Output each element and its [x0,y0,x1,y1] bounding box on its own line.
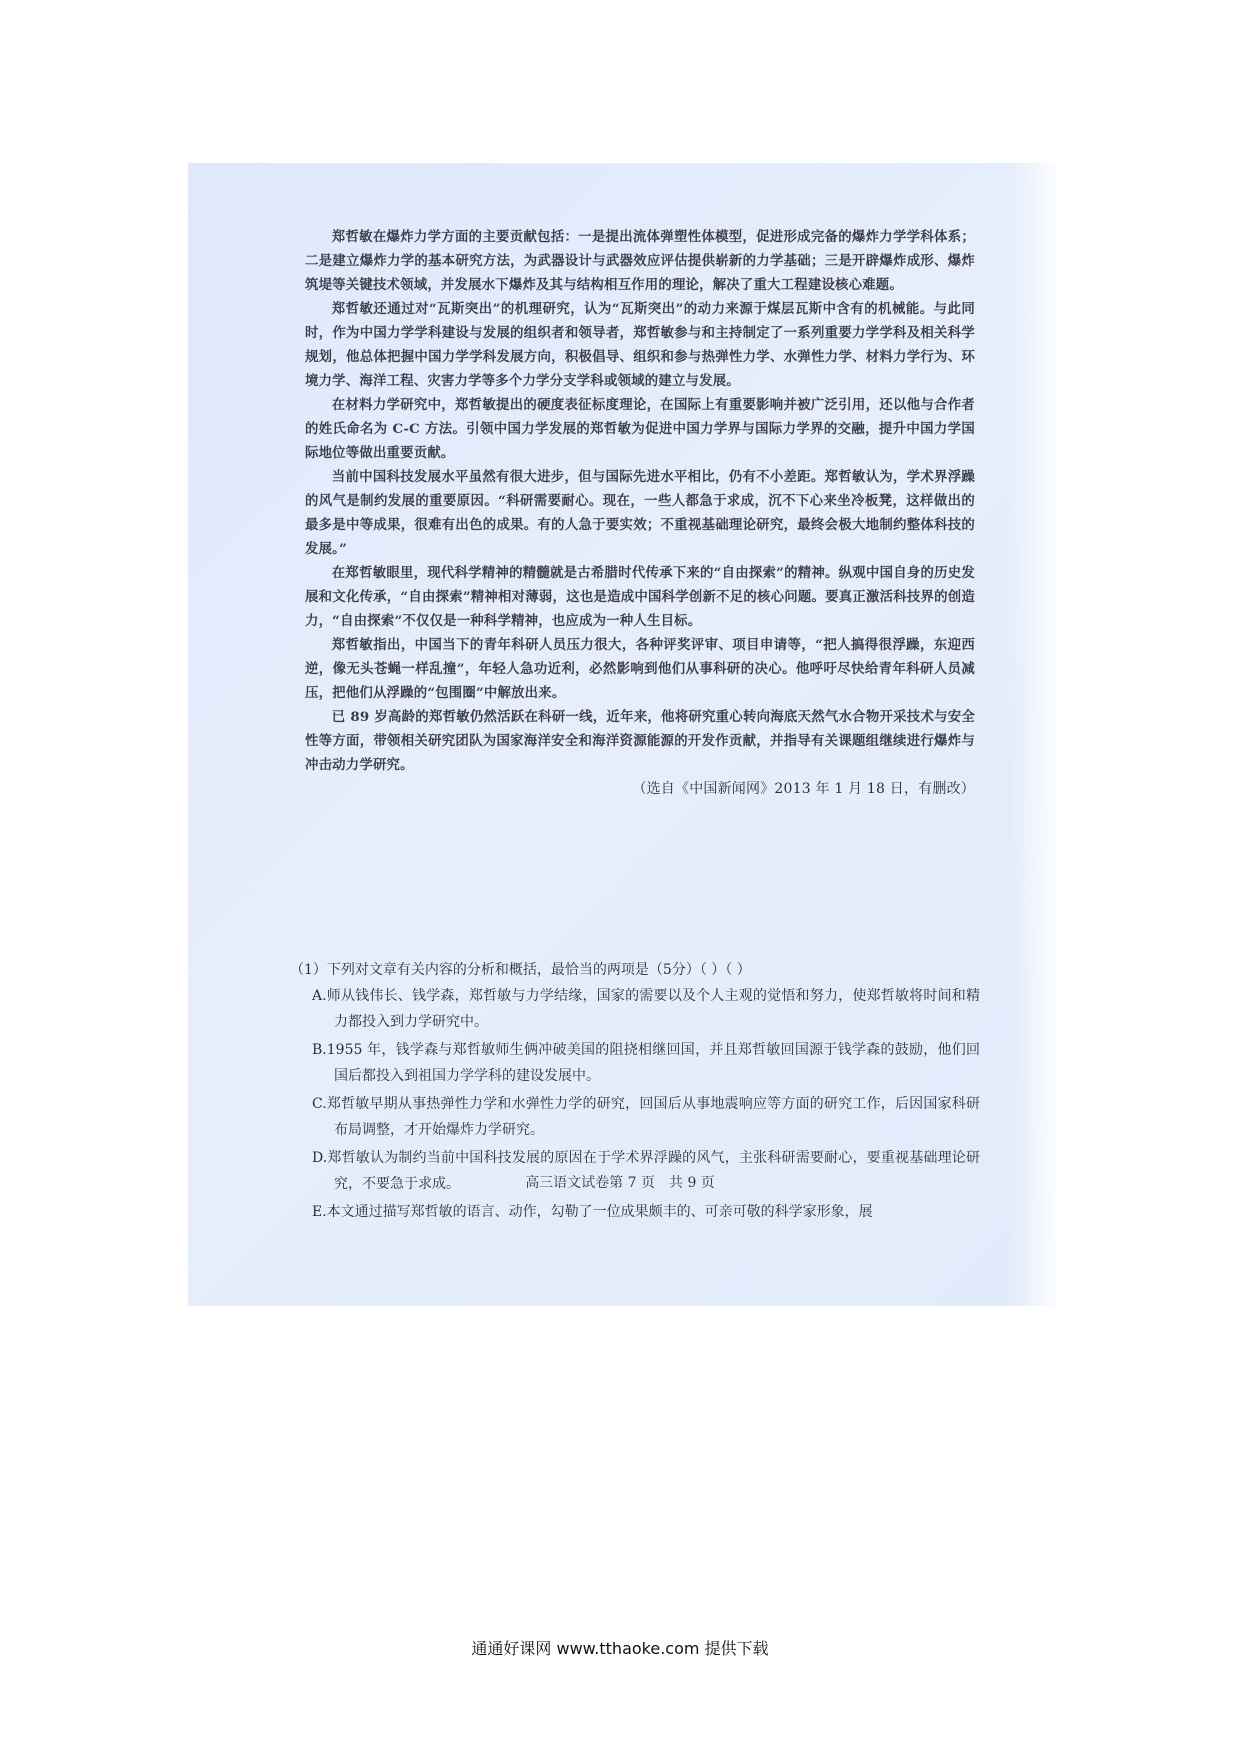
option-e [290,1199,980,1225]
article-paragraph-2: 郑哲敏还通过对“瓦斯突出”的机理研究，认为“瓦斯突出”的动力来源于煤层瓦斯中含有的机械能。与此同时，作为中国力学学科建设与发展的组织者和领导者，郑哲敏参与和主持制定了一系列重要力学学科及相关科学规划，他总体把握中国力学学科发展方向，积极倡导、组织和参与热弹性力学、水弹性力学、材料力学行为、环境力学、海洋工程、灾害力学等多个力学分支学科或领域的建立与发展。 [305,301,975,389]
option-text: 师从钱伟长、钱学森，郑哲敏与力学结缘，国家的需要以及个人主观的觉悟和努力，使郑哲敏将时间和精力都投入到力学研究中。 [326,988,980,1030]
question-stem: （1）下列对文章有关内容的分析和概括，最恰当的两项是（5分）（ ）（ ） [290,962,751,978]
article-paragraph-6: 郑哲敏指出，中国当下的青年科研人员压力很大，各种评奖评审、项目申请等，“把人搞得很浮躁，东迎西逆，像无头苍蝇一样乱撞”，年轻人急功近利，必然影响到他们从事科研的决心。他呼吁尽快给青年科研人员减压，把他们从浮躁的“包围圈”中解放出来。 [305,637,975,701]
option-text: 郑哲敏认为制约当前中国科技发展的原因在于学术界浮躁的风气，主张科研需要耐心，要重视基础理论研究，不要急于求成。 [327,1150,980,1192]
option-b [290,1037,980,1089]
option-text: 1955 年，钱学森与郑哲敏师生俩冲破美国的阻挠相继回国，并且郑哲敏回国源于钱学森的鼓励，他们回国后都投入到祖国力学学科的建设发展中。 [326,1042,980,1084]
article-paragraph-3: 在材料力学研究中，郑哲敏提出的硬度表征标度理论，在国际上有重要影响并被广泛引用，还以他与合作者的姓氏命名为 C-C 方法。引领中国力学发展的郑哲敏为促进中国力学界与国际力学界的交融，提升中国力学国际地位等做出重要贡献。 [305,397,975,461]
option-label: B. [312,1042,327,1058]
article-body [305,225,975,801]
option-c [290,1091,980,1143]
article-paragraph-4: 当前中国科技发展水平虽然有很大进步，但与国际先进水平相比，仍有不小差距。郑哲敏认为，学术界浮躁的风气是制约发展的重要原因。“科研需要耐心。现在，一些人都急于求成，沉不下心来坐冷板凳，这样做出的最多是中等成果，很难有出色的成果。有的人急于要实效；不重视基础理论研究，最终会极大地制约整体科技的发展。” [305,469,975,557]
option-text: 郑哲敏早期从事热弹性力学和水弹性力学的研究，回国后从事地震响应等方面的研究工作，后因国家科研布局调整，才开始爆炸力学研究。 [326,1096,980,1138]
option-label: E. [312,1204,327,1220]
option-text: 本文通过描写郑哲敏的语言、动作，勾勒了一位成果颇丰的、可亲可敬的科学家形象，展 [326,1204,873,1220]
option-label: D. [312,1150,328,1166]
article-source: （选自《中国新闻网》2013 年 1 月 18 日，有删改） [632,781,975,797]
option-label: A. [312,988,327,1004]
option-a [290,983,980,1035]
scan-edge-shadow [1010,163,1058,1306]
site-footer: 通通好课网 www.tthaoke.com 提供下载 [471,1639,769,1658]
article-paragraph-1: 郑哲敏在爆炸力学方面的主要贡献包括：一是提出流体弹塑性体模型，促进形成完备的爆炸力学学科体系；二是建立爆炸力学的基本研究方法，为武器设计与武器效应评估提供崭新的力学基础；三是开辟爆炸成形、爆炸筑堤等关键技术领域，并发展水下爆炸及其与结构相互作用的理论，解决了重大工程建设核心难题。 [305,229,975,293]
article-paragraph-5: 在郑哲敏眼里，现代科学精神的精髓就是古希腊时代传承下来的“自由探索”的精神。纵观中国自身的历史发展和文化传承，“自由探索”精神相对薄弱，这也是造成中国科学创新不足的核心问题。要真正激活科技界的创造力，“自由探索”不仅仅是一种科学精神，也应成为一种人生目标。 [305,565,975,629]
page-number-footer: 高三语文试卷第 7 页 共 9 页 [525,1175,715,1191]
article-paragraph-7: 已 89 岁高龄的郑哲敏仍然活跃在科研一线，近年来，他将研究重心转向海底天然气水合物开采技术与安全性等方面，带领相关研究团队为国家海洋安全和海洋资源能源的开发作贡献，并指导有关课题组继续进行爆炸与冲击动力学研究。 [305,709,975,773]
option-label: C. [312,1096,327,1112]
